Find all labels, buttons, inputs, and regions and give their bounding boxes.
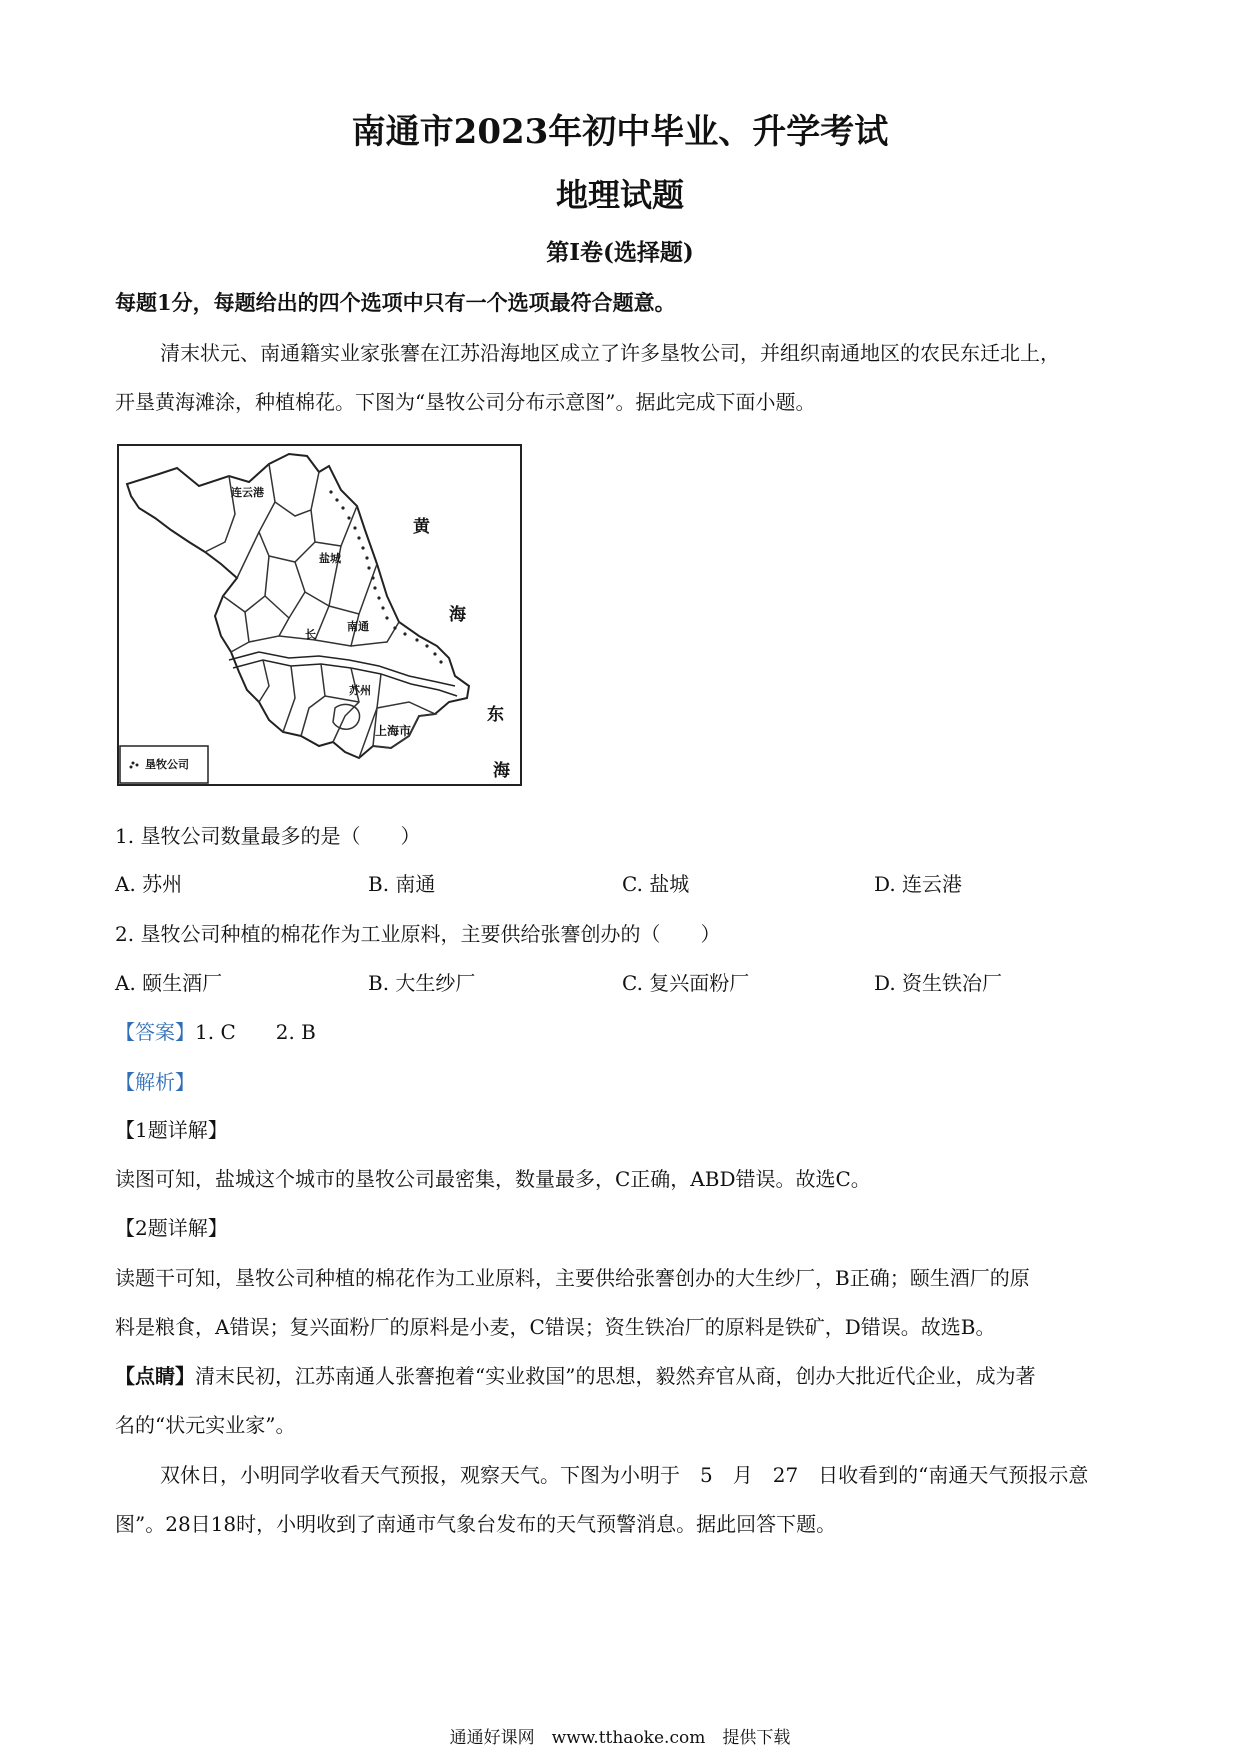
map-label-lianyungang: 连云港 <box>231 486 264 499</box>
analysis-label: 【解析】 <box>115 1070 195 1094</box>
answer-value: 1. C 2. B <box>195 1020 316 1044</box>
map-label-shanghai: 上海市 <box>375 724 412 738</box>
q2-option-d: D. 资生铁冶厂 <box>874 971 1003 995</box>
tip-line2: 名的“状元实业家”。 <box>115 1413 296 1437</box>
map-label-huang: 黄 <box>413 517 430 537</box>
footer-watermark: 通通好课网 www.tthaoke.com 提供下载 <box>449 1728 791 1748</box>
passage2-line1: 双休日，小明同学收看天气预报，观察天气。下图为小明于 5 月 27 日收看到的“南通天气预报示意 <box>160 1463 1089 1487</box>
map-label-chang: 长 <box>305 628 316 641</box>
exam-subject: 地理试题 <box>555 176 684 214</box>
passage1-line2: 开垦黄海滩涂，种植棉花。下图为“垦牧公司分布示意图”。据此完成下面小题。 <box>115 390 816 414</box>
q1-option-b: B. 南通 <box>368 872 436 896</box>
detail1-label: 【1题详解】 <box>115 1118 228 1142</box>
instruction: 每题1分，每题给出的四个选项中只有一个选项最符合题意。 <box>115 290 676 315</box>
q2-option-a: A. 颐生酒厂 <box>115 971 223 995</box>
detail1-text: 读图可知，盐城这个城市的垦牧公司最密集，数量最多，C正确，ABD错误。故选C。 <box>115 1167 871 1191</box>
q1-option-a: A. 苏州 <box>115 872 183 896</box>
q1-option-d: D. 连云港 <box>874 872 963 896</box>
detail2-line2: 料是粮食，A错误；复兴面粉厂的原料是小麦，C错误；资生铁冶厂的原料是铁矿，D错误。故选B。 <box>115 1315 996 1339</box>
map-label-suzhou: 苏州 <box>349 684 371 697</box>
map-label-hai1: 海 <box>449 605 466 625</box>
map-legend-label: 垦牧公司 <box>145 758 189 771</box>
map-label-hai2: 海 <box>493 761 510 781</box>
passage1-line1: 清末状元、南通籍实业家张謇在江苏沿海地区成立了许多垦牧公司，并组织南通地区的农民东迁北上， <box>160 341 1060 365</box>
detail2-line1: 读题干可知，垦牧公司种植的棉花作为工业原料，主要供给张謇创办的大生纱厂，B正确；颐生酒厂的原 <box>115 1266 1030 1290</box>
province-outline <box>127 454 469 758</box>
q2-option-c: C. 复兴面粉厂 <box>622 971 750 995</box>
answer-label: 【答案】 <box>115 1020 195 1044</box>
passage2-line2: 图”。28日18时，小明收到了南通市气象台发布的天气预警消息。据此回答下题。 <box>115 1512 837 1536</box>
tip-text1: 清末民初，江苏南通人张謇抱着“实业救国”的思想，毅然弃官从商，创办大批近代企业，成为著 <box>195 1364 1036 1388</box>
q2-option-b: B. 大生纱厂 <box>368 971 476 995</box>
answer-line <box>115 1016 316 1045</box>
map-label-nantong: 南通 <box>347 620 369 633</box>
map-figure <box>117 444 522 786</box>
taihu-lake <box>333 704 360 729</box>
detail2-label: 【2题详解】 <box>115 1216 228 1240</box>
q1-stem: 1. 垦牧公司数量最多的是（ ） <box>115 824 421 848</box>
map-label-yancheng: 盐城 <box>319 552 341 565</box>
tip-label: 【点睛】 <box>115 1364 195 1388</box>
q2-stem: 2. 垦牧公司种植的棉花作为工业原料，主要供给张謇创办的（ ） <box>115 922 721 946</box>
tip-line1 <box>115 1360 1035 1389</box>
exam-title: 南通市2023年初中毕业、升学考试 <box>351 112 889 152</box>
q1-option-c: C. 盐城 <box>622 872 690 896</box>
map-label-dong: 东 <box>487 705 504 725</box>
exam-volume: 第Ⅰ卷(选择题) <box>546 239 694 266</box>
